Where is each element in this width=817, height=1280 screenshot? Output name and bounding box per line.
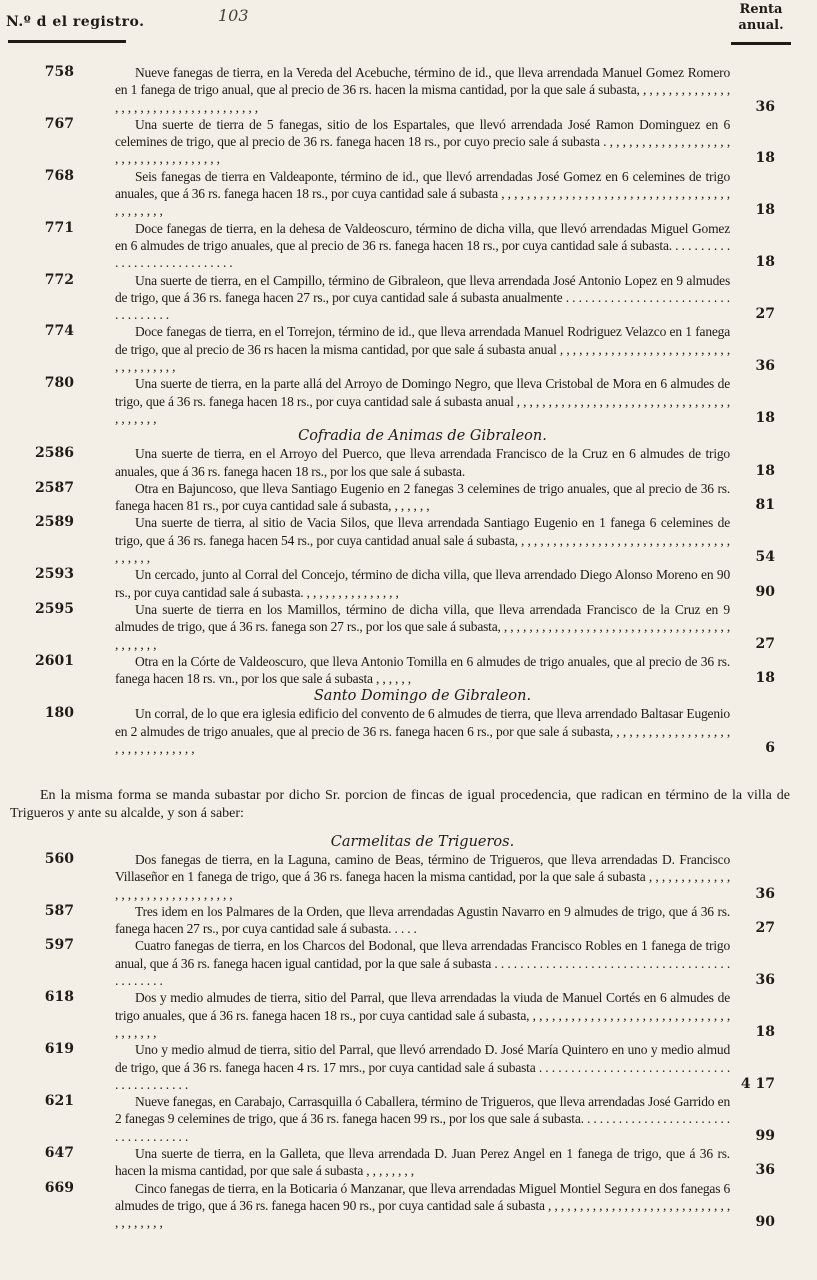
- entry-description: Una suerte de tierra, en la parte allá del Arroyo de Domingo Negro, que lleva Cristobal de Mora en 6 almudes de trigo, que á 36 rs. fanega hacen 18 rs., por cuya cantidad sale á subasta anual , , , , , , , , , , , , , , , , , , , , , , , , , , , , , , , , , , , , , , , , ,: [115, 376, 730, 426]
- entry-registry-number: 771: [44, 219, 74, 236]
- entry-registry-number: 180: [44, 705, 74, 722]
- register-entry: [0, 1145, 817, 1180]
- register-entry: [0, 514, 817, 566]
- register-entry: [0, 220, 817, 272]
- entry-description: Cuatro fanegas de tierra, en los Charcos del Bodonal, que lleva arrendadas Francisco Robles en 1 fanega de trigo anual, que á 36 rs. fanega hacen igual cantidad, por la que sale á subasta . . . . . . . . . . . . . . . . . . . . . . . . . . . . . . . . . . . . . . . . . . . . .: [115, 938, 730, 989]
- entry-annual-rent: 36: [755, 972, 775, 989]
- entries-gibraleon: [0, 64, 817, 757]
- register-entry: [0, 989, 817, 1041]
- entry-description: Cinco fanegas de tierra, en la Boticaria ó Manzanar, que lleva arrendadas Miguel Montiel Segura en dos fanegas 6 almudes de trigo, que á 36 rs. fanega hacen 90 rs., por cuya cantidad sale á subasta , , , , , , , , , , , , , , , , , , , , , , , , , , , , , , , , , , , , ,: [115, 1180, 730, 1231]
- register-entry: [0, 168, 817, 220]
- annual-rent-header: [731, 2, 791, 34]
- entry-description: Nueve fanegas de tierra, en la Vereda del Acebuche, término de id., que lleva arrendada Manuel Gomez Romero en 1 fanega de trigo anual, que al precio de 36 rs. hacen la misma cantidad, por la que sale á subasta, , , , , , , , , , , , , , , , , , , , , , , , , , , , , , , , , , , , , ,: [115, 65, 730, 115]
- register-entry: [0, 566, 817, 601]
- entry-registry-number: 621: [44, 1093, 74, 1110]
- entry-annual-rent: 99: [755, 1127, 775, 1144]
- entry-description: Uno y medio almud de tierra, sitio del Parral, que llevó arrendado D. José María Quintero en uno y medio almud de trigo, que á 36 rs. fanega hacen 4 rs. 17 mrs., por cuya cantidad sale á subasta . . . . . . . . . . . . . . . . . . . . . . . . . . . . . . . . . . . . . . . . . .: [115, 1042, 730, 1092]
- registry-number-header: N.º d el registro.: [6, 14, 145, 30]
- entry-annual-rent: 27: [755, 635, 775, 652]
- entry-registry-number: 767: [44, 115, 74, 132]
- register-entry: [0, 903, 817, 938]
- entry-annual-rent: 90: [755, 583, 775, 600]
- entry-description: Otra en la Córte de Valdeoscuro, que lleva Antonio Tomilla en 6 almudes de trigo anuales, que al precio de 36 rs. fanega hacen 18 rs. vn., por los que sale á subasta , , , , , ,: [115, 653, 730, 687]
- section-heading: Carmelitas de Trigueros.: [330, 834, 515, 850]
- entry-annual-rent: 18: [755, 150, 775, 167]
- entry-description: Una suerte de tierra, al sitio de Vacia Silos, que lleva arrendada Santiago Eugenio en 1 fanega 6 celemines de trigo, que á 36 rs. fanega hacen 54 rs., por cuya cantidad anual sale á subasta, , , , , , , , , , , , , , , , , , , , , , , , , , , , , , , , , , , , , , , ,: [115, 515, 730, 566]
- entry-annual-rent: 18: [755, 202, 775, 219]
- entry-annual-rent: 36: [755, 885, 775, 902]
- register-entry: [0, 601, 817, 653]
- entry-registry-number: 587: [44, 902, 74, 919]
- entry-registry-number: 768: [44, 167, 74, 184]
- entry-annual-rent: 27: [755, 306, 775, 323]
- register-entry: [0, 116, 817, 168]
- entry-description: Seis fanegas de tierra en Valdeaponte, término de id., que llevó arrendadas José Gomez en 6 celemines de trigo anuales, que á 36 rs. fanega hacen 18 rs., por cuya cantidad sale á subasta , , , , , , , , , , , , , , , , , , , , , , , , , , , , , , , , , , , , , , , , , , , ,: [115, 168, 730, 219]
- register-entry: [0, 1041, 817, 1093]
- register-entry: [0, 445, 817, 480]
- register-entry: [0, 1093, 817, 1145]
- register-entry: [0, 705, 817, 757]
- entry-annual-rent: 90: [755, 1214, 775, 1231]
- entry-registry-number: 2587: [35, 479, 74, 496]
- section-heading: Cofradia de Animas de Gibraleon.: [298, 428, 547, 445]
- entry-description: Doce fanegas de tierra, en la dehesa de Valdeoscuro, término de dicha villa, que llevó arrendadas Miguel Gomez en 6 almudes de trigo anuales, que al precio de 36 rs. fanega hacen 18 rs., por cuya cantidad sale á subasta. . . . . . . . . . . . . . . . . . . . . . . . . . . . .: [115, 220, 730, 271]
- trigueros-intro-paragraph: En la misma forma se manda subastar por dicho Sr. porcion de fincas de igual procedencia, que radican en término de la villa de Trigueros y ante su alcalde, y son á saber:: [10, 788, 790, 821]
- entry-description: Una suerte de tierra, en el Arroyo del Puerco, que lleva arrendada Francisco de la Cruz en 6 almudes de trigo anuales, que á 36 rs. fanega hacen 18 rs., por los que sale á subasta.: [115, 446, 730, 479]
- register-entry: [0, 1180, 817, 1232]
- register-entry: [0, 851, 817, 903]
- entry-description: Nueve fanegas, en Carabajo, Carrasquilla ó Caballera, término de Trigueros, que lleva arrendadas José Garrido en 2 fanegas 9 celemines de trigo, que á 36 rs. fanega hacen 99 rs., por los que sale á subasta. . . . . . . . . . . . . . . . . . . . . . . . . . . . . . . . . . . .: [115, 1094, 730, 1144]
- entry-annual-rent: 6: [765, 739, 775, 756]
- annual-rent-header-line1: Renta: [739, 2, 783, 17]
- register-entry: [0, 653, 817, 688]
- handwritten-page-number: 103: [218, 6, 249, 25]
- entry-annual-rent: 18: [755, 670, 775, 687]
- entry-description: Tres idem en los Palmares de la Orden, que lleva arrendadas Agustin Navarro en 9 almudes de trigo, que á 36 rs. fanega hacen 27 rs., por cuya cantidad sale á subasta. . . . .: [115, 903, 730, 937]
- entry-registry-number: 560: [44, 851, 74, 867]
- entry-description: Doce fanegas de tierra, en el Torrejon, término de id., que lleva arrendada Manuel Rodriguez Velazco en 1 fanega de trigo, que al precio de 36 rs hacen la misma cantidad, por que sale á subasta anual , , , , , , , , , , , , , , , , , , , , , , , , , , , , , , , , , , , , ,: [115, 324, 730, 375]
- entry-description: Una suerte de tierra en los Mamillos, término de dicha villa, que lleva arrendada Francisco de la Cruz en 9 almudes de trigo, que á 36 rs. fanega son 27 rs., por los que sale á subasta, , , , , , , , , , , , , , , , , , , , , , , , , , , , , , , , , , , , , , , , , , , ,: [115, 601, 730, 652]
- entry-description: Una suerte de tierra, en el Campillo, término de Gibraleon, que lleva arrendada José Antonio Lopez en 9 almudes de trigo, que á 36 rs. fanega hacen 27 rs., por cuya cantidad sale á subasta anualmente . . . . . . . . . . . . . . . . . . . . . . . . . . . . . . . . . . .: [115, 272, 730, 323]
- entry-annual-rent: 4 17: [740, 1075, 775, 1092]
- register-entry: [0, 480, 817, 515]
- entry-registry-number: 619: [44, 1041, 74, 1058]
- entry-description: Dos fanegas de tierra, en la Laguna, camino de Beas, término de Trigueros, que lleva arrendadas D. Francisco Villaseñor en 1 fanega de trigo, que á 36 rs. fanega hacen la misma cantidad, por la que sale á subasta , , , , , , , , , , , , , , , , , , , , , , , , , , , , , , , ,: [115, 852, 730, 902]
- section-heading: Santo Domingo de Gibraleon.: [313, 688, 532, 705]
- entry-registry-number: 669: [44, 1179, 74, 1196]
- entry-registry-number: 618: [44, 989, 74, 1006]
- entry-description: Una suerte de tierra, en la Galleta, que lleva arrendada D. Juan Perez Angel en 1 fanega de trigo, que á 36 rs. hacen la misma cantidad, por que sale á subasta , , , , , , , ,: [115, 1146, 730, 1179]
- header-rule-left: [8, 40, 126, 43]
- entry-registry-number: 772: [44, 271, 74, 288]
- entry-registry-number: 2593: [35, 566, 74, 583]
- register-entry: [0, 323, 817, 375]
- entry-annual-rent: 18: [755, 254, 775, 271]
- entry-registry-number: 647: [44, 1145, 74, 1162]
- entry-annual-rent: 54: [755, 549, 775, 566]
- header-rule-right: [731, 42, 791, 45]
- annual-rent-header-line2: anual.: [738, 18, 784, 33]
- register-entry: [0, 375, 817, 427]
- entry-registry-number: 774: [44, 323, 74, 340]
- entry-description: Un corral, de lo que era iglesia edificio del convento de 6 almudes de tierra, que lleva arrendado Baltasar Eugenio en 2 almudes de trigo anuales, que al precio de 36 rs. fanega hacen 6 rs., por que sale á subasta, , , , , , , , , , , , , , , , , , , , , , , , , , , , , , , ,: [115, 706, 730, 756]
- register-entry: [0, 937, 817, 989]
- entry-registry-number: 2595: [35, 600, 74, 617]
- entry-registry-number: 2586: [35, 445, 74, 462]
- entry-registry-number: 758: [44, 64, 74, 80]
- entry-registry-number: 2589: [35, 514, 74, 531]
- entry-description: Una suerte de tierra de 5 fanegas, sitio de los Espartales, que llevó arrendada José Ramon Dominguez en 6 celemines de trigo, que al precio de 36 rs. fanega hacen 18 rs., por cuyo precio sale á subasta . , , , , , , , , , , , , , , , , , , , , , , , , , , , , , , , , , , , ,: [115, 116, 730, 167]
- register-entry: [0, 272, 817, 324]
- entry-description: Dos y medio almudes de tierra, sitio del Parral, que lleva arrendadas la viuda de Manuel Cortés en 6 almudes de trigo anuales, que á 36 rs. fanega hacen 18 rs., por cuya cantidad sale á subasta, , , , , , , , , , , , , , , , , , , , , , , , , , , , , , , , , , , , , , ,: [115, 990, 730, 1040]
- entries-trigueros: [0, 833, 817, 1232]
- entry-description: Otra en Bajuncoso, que lleva Santiago Eugenio en 2 fanegas 3 celemines de trigo anuales, que al precio de 36 rs. fanega hacen 81 rs., por cuya cantidad sale á subasta, , , , , , ,: [115, 480, 730, 514]
- entry-registry-number: 597: [44, 937, 74, 954]
- entry-registry-number: 780: [44, 375, 74, 392]
- entry-annual-rent: 81: [755, 497, 775, 514]
- entry-description: Un cercado, junto al Corral del Concejo, término de dicha villa, que lleva arrendado Diego Alonso Moreno en 90 rs., por cuya cantidad sale á subasta. , , , , , , , , , , , , , , ,: [115, 567, 730, 600]
- entry-annual-rent: 36: [755, 1162, 775, 1179]
- entry-annual-rent: 36: [755, 358, 775, 375]
- entry-annual-rent: 36: [755, 98, 775, 115]
- entry-annual-rent: 27: [755, 920, 775, 937]
- register-entry: [0, 64, 817, 116]
- entry-annual-rent: 18: [755, 462, 775, 479]
- entry-registry-number: 2601: [35, 652, 74, 669]
- entry-annual-rent: 18: [755, 409, 775, 426]
- entry-annual-rent: 18: [755, 1023, 775, 1040]
